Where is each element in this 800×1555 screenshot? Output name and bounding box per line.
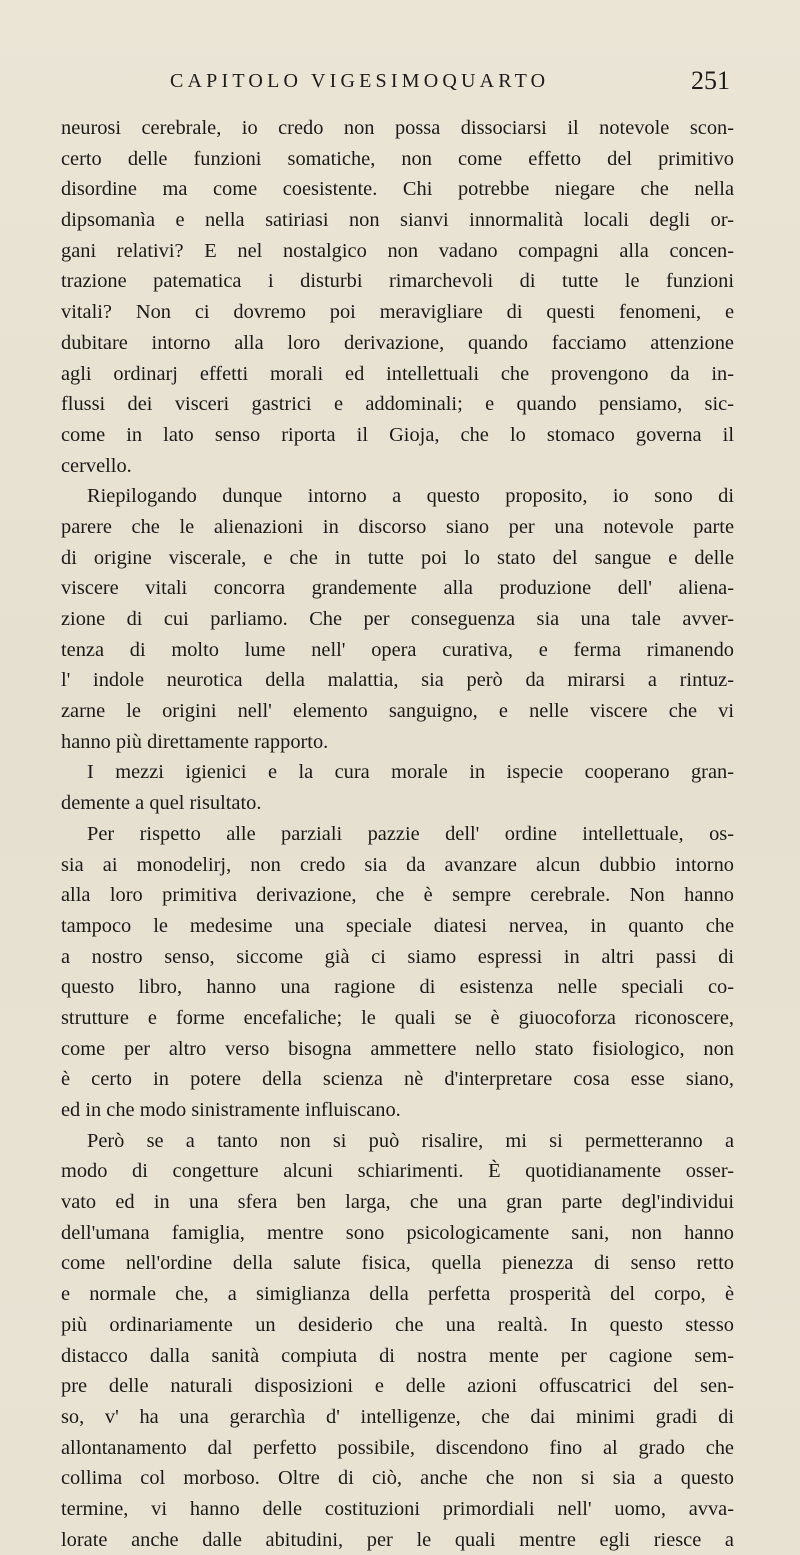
text-line: ed in che modo sinistramente influiscano. xyxy=(61,1099,401,1121)
text-line: come nell'ordine della salute fisica, quella pienezza di senso retto xyxy=(61,1252,734,1275)
page-header xyxy=(170,66,730,102)
text-line: tenza di molto lume nell' opera curativa, e ferma rimanendo xyxy=(61,638,734,661)
text-line: I mezzi igienici e la cura morale in ispecie cooperano gran- xyxy=(87,761,734,784)
text-line: è certo in potere della scienza nè d'interpretare cosa esse siano, xyxy=(61,1068,734,1091)
text-line: vato ed in una sfera ben larga, che una gran parte degl'individui xyxy=(61,1191,734,1214)
text-line: zione di cui parliamo. Che per conseguenza sia una tale avver- xyxy=(61,608,734,630)
text-line: dipsomanìa e nella satiriasi non sianvi innormalità locali degli or- xyxy=(61,209,734,232)
text-line: allontanamento dal perfetto possibile, discendono fino al grado che xyxy=(61,1436,734,1459)
text-line: modo di congetture alcuni schiarimenti. È quotidianamente osser- xyxy=(61,1160,734,1183)
text-line: neurosi cerebrale, io credo non possa dissociarsi il notevole scon- xyxy=(61,117,734,139)
text-line: di origine viscerale, e che in tutte poi lo stato del sangue e delle xyxy=(61,546,734,569)
text-line: più ordinariamente un desiderio che una realtà. In questo stesso xyxy=(61,1313,734,1336)
text-line: zarne le origini nell' elemento sanguigno, e nelle viscere che vi xyxy=(61,700,734,723)
text-line: come per altro verso bisogna ammettere nello stato fisiologico, non xyxy=(61,1037,734,1060)
text-line: collima col morboso. Oltre di ciò, anche che non si sia a questo xyxy=(61,1467,734,1490)
text-line: trazione patematica i disturbi rimarchevoli di tutte le funzioni xyxy=(61,270,734,293)
text-line: gani relativi? E nel nostalgico non vadano compagni alla concen- xyxy=(61,239,734,262)
text-line: vitali? Non ci dovremo poi meravigliare di questi fenomeni, e xyxy=(61,301,734,324)
text-line: certo delle funzioni somatiche, non come effetto del primitivo xyxy=(61,147,734,170)
text-line: agli ordinarj effetti morali ed intellettuali che provengono da in- xyxy=(61,362,734,385)
text-line: lorate anche dalle abitudini, per le quali mentre egli riesce a xyxy=(61,1528,734,1551)
text-line: dubitare intorno alla loro derivazione, quando facciamo attenzione xyxy=(61,331,734,354)
text-line: Per rispetto alle parziali pazzie dell' ordine intellettuale, os- xyxy=(87,822,734,845)
body-text xyxy=(61,113,734,1555)
text-line: flussi dei visceri gastrici e addominali; e quando pensiamo, sic- xyxy=(61,393,734,416)
text-line: tampoco le medesime una speciale diatesi nervea, in quanto che xyxy=(61,914,734,937)
text-line: come in lato senso riporta il Gioja, che lo stomaco governa il xyxy=(61,423,734,446)
text-line: parere che le alienazioni in discorso siano per una notevole parte xyxy=(61,515,734,538)
text-line: sia ai monodelirj, non credo sia da avanzare alcun dubbio intorno xyxy=(61,853,734,876)
text-line: Riepilogando dunque intorno a questo proposito, io sono di xyxy=(87,485,734,508)
text-line: dell'umana famiglia, mentre sono psicologicamente sani, non hanno xyxy=(61,1221,734,1244)
text-line: Però se a tanto non si può risalire, mi si permetteranno a xyxy=(87,1129,734,1152)
running-title: CAPITOLO VIGESIMOQUARTO xyxy=(170,70,550,92)
text-line: questo libro, hanno una ragione di esistenza nelle speciali co- xyxy=(61,976,734,999)
text-line: termine, vi hanno delle costituzioni primordiali nell' uomo, avva- xyxy=(61,1497,734,1520)
text-line: hanno più direttamente rapporto. xyxy=(61,730,329,753)
text-line: a nostro senso, siccome già ci siamo espressi in altri passi di xyxy=(61,945,734,968)
text-line: e normale che, a simiglianza della perfetta prosperità del corpo, è xyxy=(61,1283,734,1306)
text-line: cervello. xyxy=(61,454,132,477)
text-line: demente a quel risultato. xyxy=(61,792,262,815)
text-line: viscere vitali concorra grandemente alla produzione dell' aliena- xyxy=(61,577,734,600)
text-line: strutture e forme encefaliche; le quali se è giuocoforza riconoscere, xyxy=(61,1006,734,1029)
text-line: distacco dalla sanità compiuta di nostra mente per cagione sem- xyxy=(61,1344,734,1367)
text-line: so, v' ha una gerarchìa d' intelligenze, che dai minimi gradi di xyxy=(61,1405,734,1428)
text-line: disordine ma come coesistente. Chi potrebbe niegare che nella xyxy=(61,178,734,201)
text-line: alla loro primitiva derivazione, che è sempre cerebrale. Non hanno xyxy=(61,884,734,907)
page-number: 251 xyxy=(691,66,730,95)
text-line: pre delle naturali disposizioni e delle azioni offuscatrici del sen- xyxy=(61,1375,734,1398)
text-line: l' indole neurotica della malattia, sia però da mirarsi a rintuz- xyxy=(61,669,734,692)
